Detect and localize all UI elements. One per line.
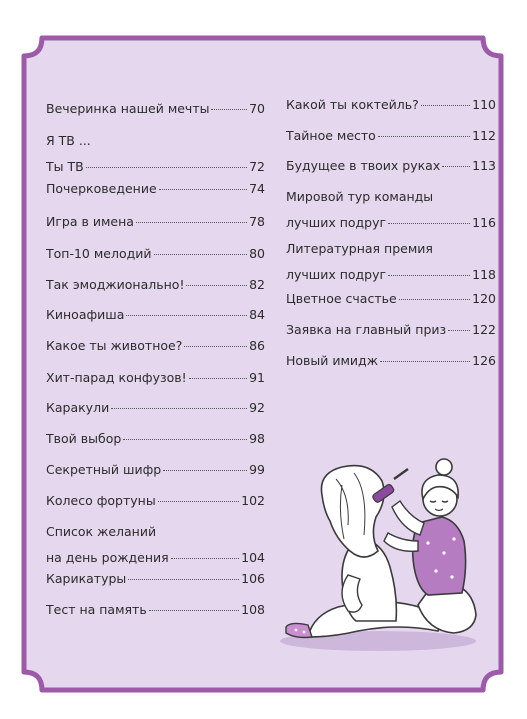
toc-entry[interactable] [286,348,496,374]
toc-entry-title: Тайное место [286,128,376,143]
toc-entry-title: Твой выбор [46,431,122,446]
toc-entry[interactable] [46,597,265,623]
toc-entry[interactable] [46,96,265,122]
toc-page-number: 110 [472,97,496,112]
toc-entry[interactable] [286,236,496,288]
toc-page-number: 99 [249,462,265,477]
leader-dots [149,610,239,611]
toc-page-number: 78 [249,214,265,229]
sock [286,623,312,637]
leader-dots [171,558,239,559]
toc-page-number: 72 [249,159,265,174]
toc-entry[interactable] [46,519,265,571]
leader-dots [159,189,247,190]
toc-page-number: 113 [472,158,496,173]
leader-dots [158,501,239,502]
shirt-dot [426,541,429,544]
toc-entry-title: Киноафиша [46,307,125,322]
stylist-girl-arm [384,533,418,551]
leader-dots [154,254,248,255]
toc-entry-title: Каракули [46,400,110,415]
toc-page-number: 82 [249,277,265,292]
toc-entry-title: Будущее в твоих руках [286,158,441,173]
toc-entry[interactable] [46,272,265,298]
toc-page-number: 98 [249,431,265,446]
toc-page-number: 70 [249,101,265,116]
shirt-dot [434,569,437,572]
toc-entry-title: Почерковедение [46,181,157,196]
toc-entry[interactable] [286,286,496,312]
toc-entry[interactable] [46,395,265,421]
sock-dot [303,631,306,634]
toc-entry[interactable] [286,153,496,179]
stylist-girl-arm [392,501,424,535]
toc-entry-title: Секретный шифр [46,462,162,477]
toc-page-number: 112 [472,128,496,143]
leader-dots [111,408,247,409]
two-girls-hair-brushing-illustration [278,455,478,655]
toc-entry-title: лучших подруг [286,215,387,230]
toc-entry[interactable] [46,488,265,514]
toc-page-number: 122 [472,322,496,337]
toc-entry[interactable] [286,123,496,149]
toc-page-number: 108 [241,602,265,617]
toc-entry[interactable] [286,184,496,236]
toc-entry-title: Хит-парад конфузов! [46,370,187,385]
leader-dots [378,136,470,137]
toc-entry-title: Игра в имена [46,214,134,229]
toc-entry-title: Какой ты коктейль? [286,97,419,112]
toc-page-number: 118 [472,267,496,282]
toc-page-number: 120 [472,291,496,306]
leader-dots [388,275,470,276]
toc-entry-title-line1: Литературная премия [286,241,433,256]
leader-dots [123,439,247,440]
toc-page-number: 92 [249,400,265,415]
toc-entry-title: на день рождения [46,550,169,565]
leader-dots [442,166,470,167]
leader-dots [380,361,470,362]
toc-entry[interactable] [46,333,265,359]
leader-dots [128,579,239,580]
toc-entry-title: Карикатуры [46,571,127,586]
toc-entry[interactable] [46,457,265,483]
toc-entry[interactable] [46,426,265,452]
toc-page-number: 106 [241,571,265,586]
toc-page-number: 104 [241,550,265,565]
toc-page-number: 84 [249,307,265,322]
toc-entry-title: Так эмоджионально! [46,277,185,292]
toc-page-number: 91 [249,370,265,385]
leader-dots [189,378,247,379]
toc-entry-title-line1: Я ТВ ... [46,133,91,148]
toc-entry[interactable] [46,209,265,235]
leader-dots [421,105,470,106]
toc-page-number: 74 [249,181,265,196]
toc-entry[interactable] [286,92,496,118]
leader-dots [388,223,470,224]
leader-dots [126,315,247,316]
toc-entry[interactable] [46,302,265,328]
toc-page-number: 116 [472,215,496,230]
toc-entry-title: Цветное счастье [286,291,397,306]
toc-entry[interactable] [46,566,265,592]
toc-entry-title: лучших подруг [286,267,387,282]
toc-page-number: 80 [249,246,265,261]
toc-entry[interactable] [286,317,496,343]
leader-dots [211,109,247,110]
toc-entry[interactable] [46,128,265,180]
toc-page-number: 126 [472,353,496,368]
leader-dots [163,470,247,471]
toc-entry-title-line1: Мировой тур команды [286,189,434,204]
leader-dots [399,299,470,300]
leader-dots [184,346,247,347]
leader-dots [186,285,247,286]
leader-dots [86,167,247,168]
sock-dot [295,629,298,632]
toc-entry-title: Заявка на главный приз [286,322,447,337]
toc-entry-title-line1: Список желаний [46,524,157,539]
shirt-dot [450,575,453,578]
leader-dots [448,330,470,331]
shirt-dot [452,537,455,540]
toc-entry-title: Топ-10 мелодий [46,246,152,261]
toc-entry[interactable] [46,365,265,391]
shirt-dot [442,551,445,554]
toc-entry[interactable] [46,241,265,267]
toc-entry[interactable] [46,176,265,202]
toc-entry-title: Ты ТВ [46,159,84,174]
hair-bun [436,459,452,475]
leader-dots [136,222,247,223]
toc-entry-title: Тест на память [46,602,147,617]
toc-entry-title: Какое ты животное? [46,338,183,353]
toc-page-number: 102 [241,493,265,508]
toc-entry-title: Новый имидж [286,353,378,368]
sitting-girl-hair [321,466,384,557]
toc-page-number: 86 [249,338,265,353]
toc-entry-title: Колесо фортуны [46,493,156,508]
toc-entry-title: Вечеринка нашей мечты [46,101,210,116]
